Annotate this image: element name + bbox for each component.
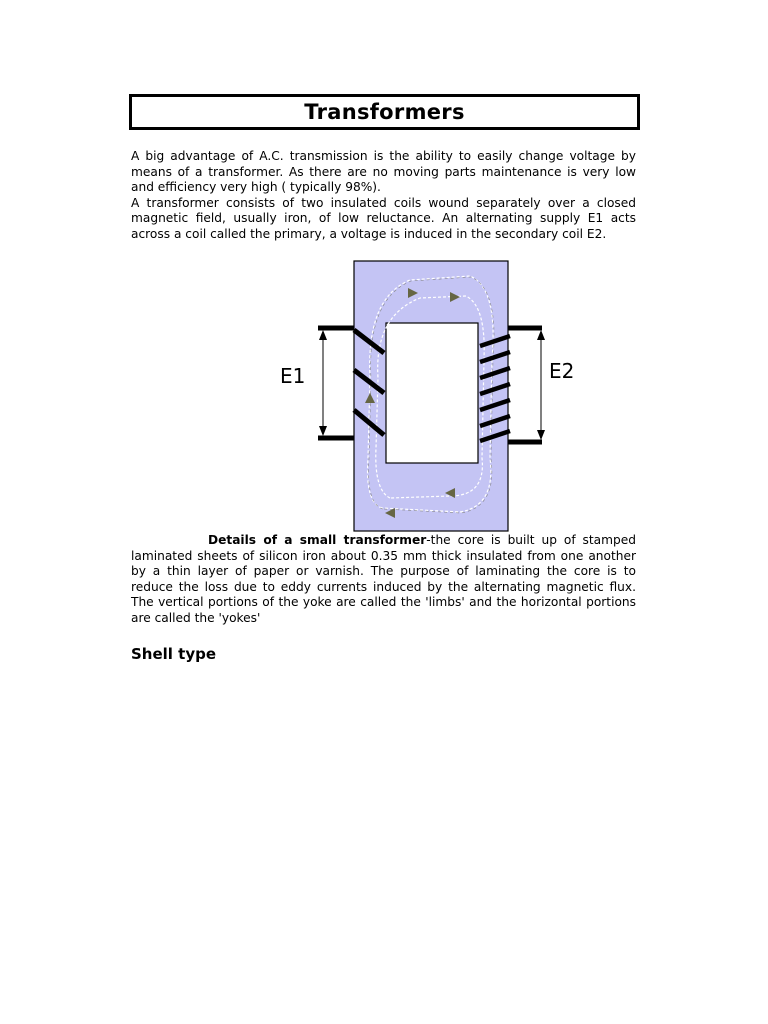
intro-text-1: A big advantage of A.C. transmission is the ability to easily change voltage by means of a transformer. As there are no moving parts maintenance is very low and efficiency very high ( typically 98%). <box>131 149 636 194</box>
title-box <box>129 94 640 130</box>
transformer-diagram <box>270 258 580 534</box>
label-e2: E2 <box>549 359 575 383</box>
details-text: -the core is built up of stamped laminated sheets of silicon iron about 0.35 mm thick insulated from one another by a thin layer of paper or varnish. The purpose of laminating the core is to reduce the loss due to eddy currents induced by the alternating magnetic flux. The vertical portions of the yoke are called the 'limbs' and the horizontal portions are called the 'yokes' <box>131 533 636 625</box>
details-heading: Details of a small transformer <box>208 533 427 547</box>
section-heading-shell-type: Shell type <box>131 645 217 663</box>
intro-paragraph <box>131 149 636 242</box>
label-e1: E1 <box>280 364 306 388</box>
details-paragraph <box>131 533 636 626</box>
core-window <box>386 323 478 463</box>
page-title: Transformers <box>304 100 465 124</box>
intro-text-2: A transformer consists of two insulated coils wound separately over a closed magnetic field, usually iron, of low reluctance. An alternating supply E1 acts across a coil called the primary, a voltage is induced in the secondary coil E2. <box>131 195 636 241</box>
